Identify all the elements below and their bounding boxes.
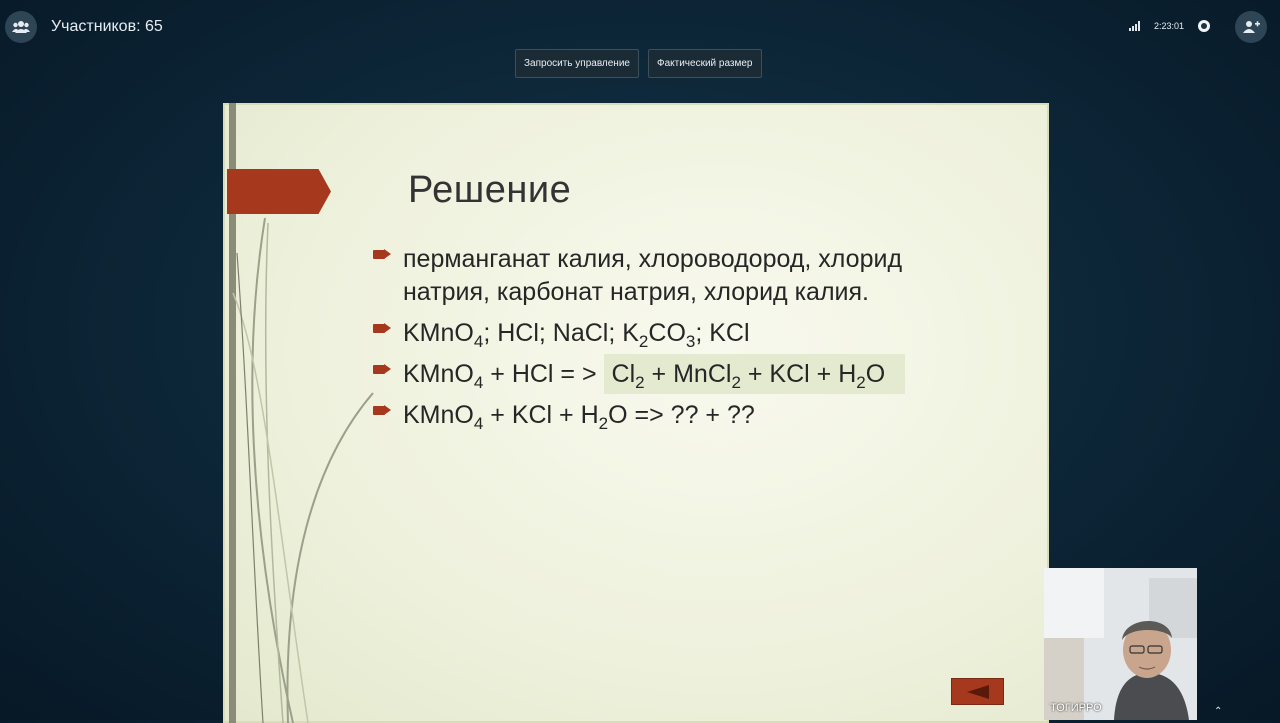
bullet-item [373,243,993,309]
chevron-up-icon[interactable]: ⌃ [1214,706,1223,717]
add-user-icon [1242,20,1260,34]
shared-slide [223,103,1049,723]
slide-title: Решение [408,169,572,211]
add-user-button[interactable] [1235,11,1267,43]
bullet-arrow-icon [373,323,391,333]
highlighted-products: $Cl_2$ + MnCl$_2$ + KCl + $H_2O$ [604,354,906,394]
bullet-formula: KMnO$_4$ + KCl + $H_2O$ => ?? + ?? [403,401,755,433]
participants-button[interactable] [5,11,37,43]
slide-back-button[interactable] [951,678,1004,705]
signal-icon [1129,21,1140,31]
participants-count: Участников: 65 [51,18,163,35]
status-group [1129,20,1210,32]
triangle-left-icon [965,684,991,700]
bullet-formula: KMnO$_4$ + HCl = > [403,360,604,392]
bullet-item [373,399,993,432]
bullet-text: перманганат калия, хлороводород, хлорид натрия, карбонат натрия, хлорид калия. [403,245,903,306]
record-icon[interactable] [1198,20,1210,32]
title-arrow-decoration [227,169,331,214]
actual-size-button[interactable]: Фактический размер [648,49,762,78]
participant-name: ТОГИРРО [1050,702,1102,714]
top-toolbar [515,49,762,78]
bullet-item [373,358,993,391]
bullet-arrow-icon [373,364,391,374]
participants-icon [12,20,30,34]
request-control-button[interactable]: Запросить управление [515,49,639,78]
participant-video[interactable] [1044,568,1197,720]
bullet-formula: KMnO$_4$; HCl; NaCl; $K_2CO_3$; KCl [403,319,750,351]
bullet-list [373,243,993,440]
bullet-item [373,317,993,350]
bullet-arrow-icon [373,249,391,259]
bullet-arrow-icon [373,405,391,415]
video-scene [1044,568,1197,720]
session-time: 2:23:01 [1153,21,1184,31]
